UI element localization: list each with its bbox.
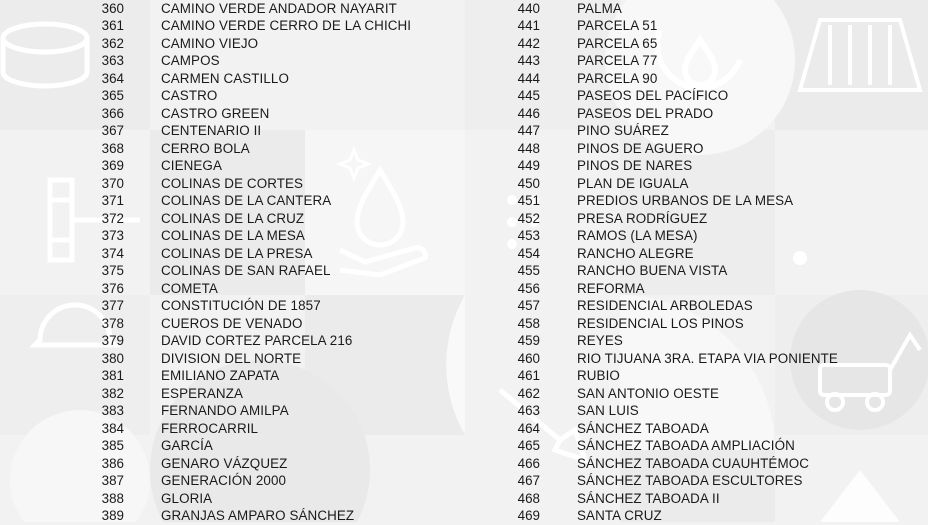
item-name: CASTRO GREEN <box>161 105 270 121</box>
item-name: GARCÍA <box>161 438 213 454</box>
item-name: PARCELA 77 <box>577 53 658 69</box>
item-name: FERROCARRIL <box>161 420 259 436</box>
item-name: GLORIA <box>161 490 213 506</box>
item-name: PARCELA 51 <box>577 18 658 34</box>
item-number: 451 <box>517 193 540 209</box>
item-number: 441 <box>517 18 540 34</box>
item-name: CAMINO VERDE CERRO DE LA CHICHI <box>161 18 412 34</box>
item-number: 362 <box>101 35 124 51</box>
item-name: SÁNCHEZ TABOADA AMPLIACIÓN <box>577 438 795 454</box>
item-name: SÁNCHEZ TABOADA CUAUHTÉMOC <box>577 455 810 471</box>
item-name: CAMINO VERDE ANDADOR NAYARIT <box>161 0 397 16</box>
item-number: 382 <box>101 385 124 401</box>
item-number: 387 <box>101 473 124 489</box>
item-name: SANTA CRUZ <box>577 508 662 524</box>
item-number: 367 <box>101 123 124 139</box>
item-number: 389 <box>101 508 124 524</box>
item-number: 464 <box>517 420 540 436</box>
item-name: GRANJAS AMPARO SÁNCHEZ <box>161 508 355 524</box>
item-name: RESIDENCIAL LOS PINOS <box>577 315 744 331</box>
item-name: REFORMA <box>577 280 645 296</box>
item-number: 376 <box>101 280 124 296</box>
item-number: 379 <box>101 333 124 349</box>
item-number: 380 <box>101 350 124 366</box>
item-number: 364 <box>101 70 124 86</box>
item-number: 374 <box>101 245 124 261</box>
item-name: PRESA RODRÍGUEZ <box>577 210 708 226</box>
item-name: RIO TIJUANA 3RA. ETAPA VIA PONIENTE <box>577 350 838 366</box>
item-name: PINO SUÁREZ <box>577 123 669 139</box>
item-name: RANCHO ALEGRE <box>577 245 694 261</box>
item-number: 443 <box>517 53 540 69</box>
item-number: 388 <box>101 490 124 506</box>
item-name: GENERACIÓN 2000 <box>161 473 287 489</box>
item-number: 445 <box>517 88 540 104</box>
item-number: 452 <box>517 210 540 226</box>
item-number: 446 <box>517 105 540 121</box>
item-name: SÁNCHEZ TABOADA <box>577 420 709 436</box>
item-number: 378 <box>101 315 124 331</box>
item-number: 448 <box>517 140 540 156</box>
item-number: 457 <box>517 298 540 314</box>
item-name: COLINAS DE CORTES <box>161 175 304 191</box>
item-number: 386 <box>101 455 124 471</box>
item-name: SÁNCHEZ TABOADA ESCULTORES <box>577 473 803 489</box>
item-number: 383 <box>101 403 124 419</box>
item-name: COLINAS DE LA CRUZ <box>161 210 305 226</box>
item-number: 375 <box>101 263 124 279</box>
item-number: 440 <box>517 0 540 16</box>
item-name: SAN LUIS <box>577 403 639 419</box>
item-name: ESPERANZA <box>161 385 244 401</box>
item-number: 373 <box>101 228 124 244</box>
item-name: CAMINO VIEJO <box>161 35 259 51</box>
item-number: 461 <box>517 368 540 384</box>
item-name: COLINAS DE LA MESA <box>161 228 305 244</box>
item-name: PINOS DE NARES <box>577 158 693 174</box>
item-name: PARCELA 90 <box>577 70 658 86</box>
item-number: 458 <box>517 315 540 331</box>
item-number: 365 <box>101 88 124 104</box>
item-number: 463 <box>517 403 540 419</box>
item-number: 449 <box>517 158 540 174</box>
item-number: 372 <box>101 210 124 226</box>
item-number: 363 <box>101 53 124 69</box>
item-name: PLAN DE IGUALA <box>577 175 689 191</box>
item-name: PASEOS DEL PRADO <box>577 105 714 121</box>
item-name: REYES <box>577 333 623 349</box>
item-number: 384 <box>101 420 124 436</box>
item-name: GENARO VÁZQUEZ <box>161 455 288 471</box>
item-number: 447 <box>517 123 540 139</box>
item-name: COLINAS DE LA CANTERA <box>161 193 332 209</box>
item-name: CERRO BOLA <box>161 140 250 156</box>
item-number: 467 <box>517 473 540 489</box>
item-number: 444 <box>517 70 540 86</box>
item-name: CIENEGA <box>161 158 222 174</box>
item-number: 385 <box>101 438 124 454</box>
item-number: 469 <box>517 508 540 524</box>
item-number: 360 <box>101 0 124 16</box>
item-number: 456 <box>517 280 540 296</box>
item-name: RESIDENCIAL ARBOLEDAS <box>577 298 753 314</box>
item-number: 369 <box>101 158 124 174</box>
item-number: 460 <box>517 350 540 366</box>
item-name: PALMA <box>577 0 622 16</box>
item-name: PARCELA 65 <box>577 35 658 51</box>
item-name: RANCHO BUENA VISTA <box>577 263 728 279</box>
item-number: 453 <box>517 228 540 244</box>
item-name: CASTRO <box>161 88 218 104</box>
item-name: CUEROS DE VENADO <box>161 315 303 331</box>
item-number: 466 <box>517 455 540 471</box>
item-number: 377 <box>101 298 124 314</box>
item-name: COMETA <box>161 280 218 296</box>
item-name: SÁNCHEZ TABOADA II <box>577 490 720 506</box>
item-name: PREDIOS URBANOS DE LA MESA <box>577 193 794 209</box>
item-number: 370 <box>101 175 124 191</box>
item-name: PASEOS DEL PACÍFICO <box>577 88 729 104</box>
item-number: 450 <box>517 175 540 191</box>
item-name: RAMOS (LA MESA) <box>577 228 698 244</box>
item-name: CAMPOS <box>161 53 220 69</box>
item-number: 368 <box>101 140 124 156</box>
item-name: CONSTITUCIÓN DE 1857 <box>161 298 321 314</box>
item-number: 465 <box>517 438 540 454</box>
item-number: 454 <box>517 245 540 261</box>
item-number: 366 <box>101 105 124 121</box>
item-name: CENTENARIO II <box>161 123 262 139</box>
item-name: CARMEN CASTILLO <box>161 70 289 86</box>
item-number: 381 <box>101 368 124 384</box>
item-name: DIVISION DEL NORTE <box>161 350 302 366</box>
item-name: PINOS DE AGUERO <box>577 140 704 156</box>
item-number: 442 <box>517 35 540 51</box>
item-name: RUBIO <box>577 368 620 384</box>
item-name: EMILIANO ZAPATA <box>161 368 280 384</box>
item-number: 455 <box>517 263 540 279</box>
item-name: FERNANDO AMILPA <box>161 403 289 419</box>
item-name: COLINAS DE LA PRESA <box>161 245 313 261</box>
item-number: 371 <box>101 193 124 209</box>
item-number: 468 <box>517 490 540 506</box>
item-name: COLINAS DE SAN RAFAEL <box>161 263 331 279</box>
item-number: 462 <box>517 385 540 401</box>
item-name: DAVID CORTEZ PARCELA 216 <box>161 333 353 349</box>
item-number: 459 <box>517 333 540 349</box>
item-number: 361 <box>101 18 124 34</box>
item-name: SAN ANTONIO OESTE <box>577 385 720 401</box>
